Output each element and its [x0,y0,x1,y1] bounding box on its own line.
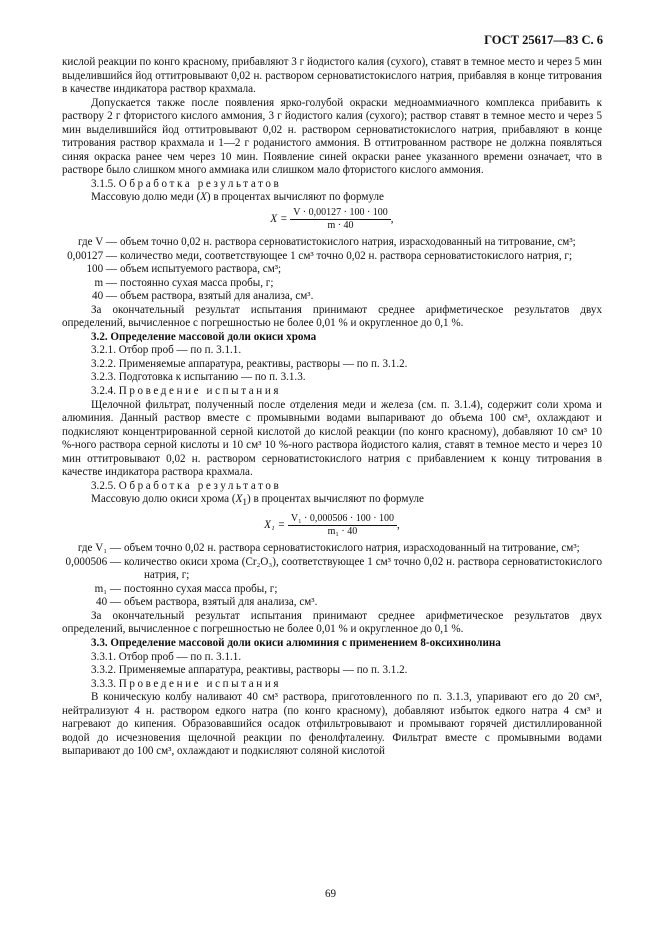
definition-row [62,596,602,610]
section-heading-3-3: 3.3. Определение массовой доли окиси алюминия с применением 8-оксихинолина [91,637,501,649]
definition-text: постоянно сухая масса пробы, г; [124,582,278,595]
definition-row [62,583,602,597]
definitions-list [62,236,602,304]
subsection-heading-3-3-3: 3.3.3. Проведение испытания [91,677,282,690]
definition-row [62,250,602,264]
paragraph: Массовую долю окиси хрома $(X_1)$ в процентах вычисляют по формуле [91,493,424,509]
definition-term: m₁ — [94,582,121,595]
definition-row [62,236,602,250]
document-body [62,56,602,759]
paragraph: В коническую колбу наливают 40 см³ раствора, приготовленного по п. 3.1.3, упаривают его до 20 см³, нейтрализуют 4 н. раствором едкого натра (по конго красному), добавляют избыток едкого натра 4 см³ и нагревают до кипения. Образовавшийся осадок отфильтровывают и промывают горячей дистиллированной водой до исчезновения щелочной реакции по фенолфталеину. Фильтрат вместе с промывными водами выпаривают до 100 см³, охлаждают и подкисляют соляной кислотой [62,691,602,758]
subsection-heading-3-2-4: 3.2.4. Проведение испытания [91,385,282,398]
paragraph: Массовую долю меди (X) в процентах вычисляют по формуле [91,191,384,204]
definition-text: объем раствора, взятый для анализа, см³. [120,290,314,303]
definition-row [62,542,602,556]
subsection-3-3-2: 3.3.2. Применяемые аппаратура, реактивы, растворы — по п. 3.1.2. [91,664,408,677]
definition-term: 40 — [96,596,121,609]
definition-text: постоянно сухая масса пробы, г; [120,276,274,289]
definition-term: 0,00127 — [67,249,117,262]
definition-term: где V₁ — [77,542,121,555]
formula-fraction: $\frac{V \cdot 0,00127 \cdot 100 \cdot 100}{m \cdot 40}$ [290,207,391,232]
subsection-3-2-1: 3.2.1. Отбор проб — по п. 3.1.1. [91,344,242,357]
subsection-heading-3-1-5: 3.1.5. Обработка результатов [91,177,282,190]
formula-fraction: $\frac{\text{V₁ · 0,000506 · 100 · 100}}{\text{m₁ · 40}}$ [288,513,397,538]
definition-text: объем точно 0,02 н. раствора серноватистокислого натрия, израсходованный на титрование, см³; [124,542,580,555]
formula-copper: X = $\frac{V \cdot 0,00127 \cdot 100 \cdot 100}{m \cdot 40}$ , [270,207,394,232]
section-heading-3-2: 3.2. Определение массовой доли окиси хрома [91,330,317,343]
definition-text: объем раствора, взятый для анализа, см³. [124,596,318,609]
subsection-3-3-1: 3.3.1. Отбор проб — по п. 3.1.1. [91,650,242,663]
paragraph: Щелочной фильтрат, полученный после отделения меди и железа (см. п. 3.1.4), содержит соли хрома и алюминия. Данный раствор вместе с промывными водами выпаривают до объема 100 см³, охлаждают и подкисляют концентрированной серной кислотой до кислой реакции (по конго красному), добавляют 10 см³ 10 %-ного раствора серной кислоты и 10 см³ 10 %-ного раствора йодистого калия, ставят в темное место и через 10 мин оттитровывают 0,02 н. раствором серноватистокислого натрия с прибавлением к концу титрования в качестве индикатора раствора крахмала. [62,398,602,479]
definition-term: m — [94,276,117,289]
page-header: ГОСТ 25617—83 С. 6 [484,33,603,47]
page-number: 69 [324,888,337,900]
definition-row [62,277,602,291]
definitions-list [62,542,602,610]
paragraph: кислой реакции по конго красному, прибавляют 3 г йодистого калия (сухого), ставят в темное место и через 5 мин выделившийся йод оттитровывают 0,02 н. раствором серноватистокислого натрия, прибавляя в конце титрования в качестве индикатора раствор крахмала. [62,56,602,96]
paragraph: Допускается также после появления ярко-голубой окраски медноаммиачного комплекса прибавить к раствору 2 г фтористого кислого аммония, 3 г йодистого калия (сухого); раствор ставят в темное место и через 5 мин выделившийся йод оттитровывают 0,02 н. раствором серноватистокислого натрия, прибавляют в конце титрования раствор крахмала и 1—2 г роданистого аммония. В оттитрованном растворе не должна появляться синяя окраска ранее чем через 10 мин. Появление синей окраски ранее указанного времени означает, что в растворе было слишком много аммиака или слишком мало фтористого кислого аммония. [62,96,602,177]
subsection-3-2-3: 3.2.3. Подготовка к испытанию — по п. 3.1.3. [91,371,306,384]
definition-text: количество меди, соответствующее 1 см³ точно 0,02 н. раствора серноватистокислого натрия, г; [120,249,573,262]
subsection-heading-3-2-5: 3.2.5. Обработка результатов [91,479,282,492]
definition-text: количество окиси хрома (Cr₂O₃), соответствующее 1 см³ точно 0,02 н. раствора серноватистокислого натрия, г; [124,555,602,582]
definition-term: 0,000506 — [65,555,121,568]
paragraph: За окончательный результат испытания принимают среднее арифметическое результатов двух определений, вычисленное с погрешностью не более 0,01 % и округленное до 0,1 %. [62,609,602,636]
definition-text: объем испытуемого раствора, см³; [120,263,282,276]
definition-row [62,290,602,304]
subsection-3-2-2: 3.2.2. Применяемые аппаратура, реактивы, растворы — по п. 3.1.2. [91,357,408,370]
definition-row [62,263,602,277]
definition-text: объем точно 0,02 н. раствора серноватистокислого натрия, израсходованный на титрование, см³; [120,236,576,249]
paragraph: За окончательный результат испытания принимают среднее арифметическое результатов двух определений, вычисленное с погрешностью не более 0,01 % и округленное до 0,1 %. [62,303,602,330]
formula-chromium-oxide: X₁ = $\frac{\text{V₁ · 0,000506 · 100 · 100}}{\text{m₁ · 40}}$ , [264,513,400,538]
definition-term: 40 — [92,290,117,303]
definition-term: где V — [77,236,117,249]
definition-row [62,556,602,583]
definition-term: 100 — [86,263,117,276]
